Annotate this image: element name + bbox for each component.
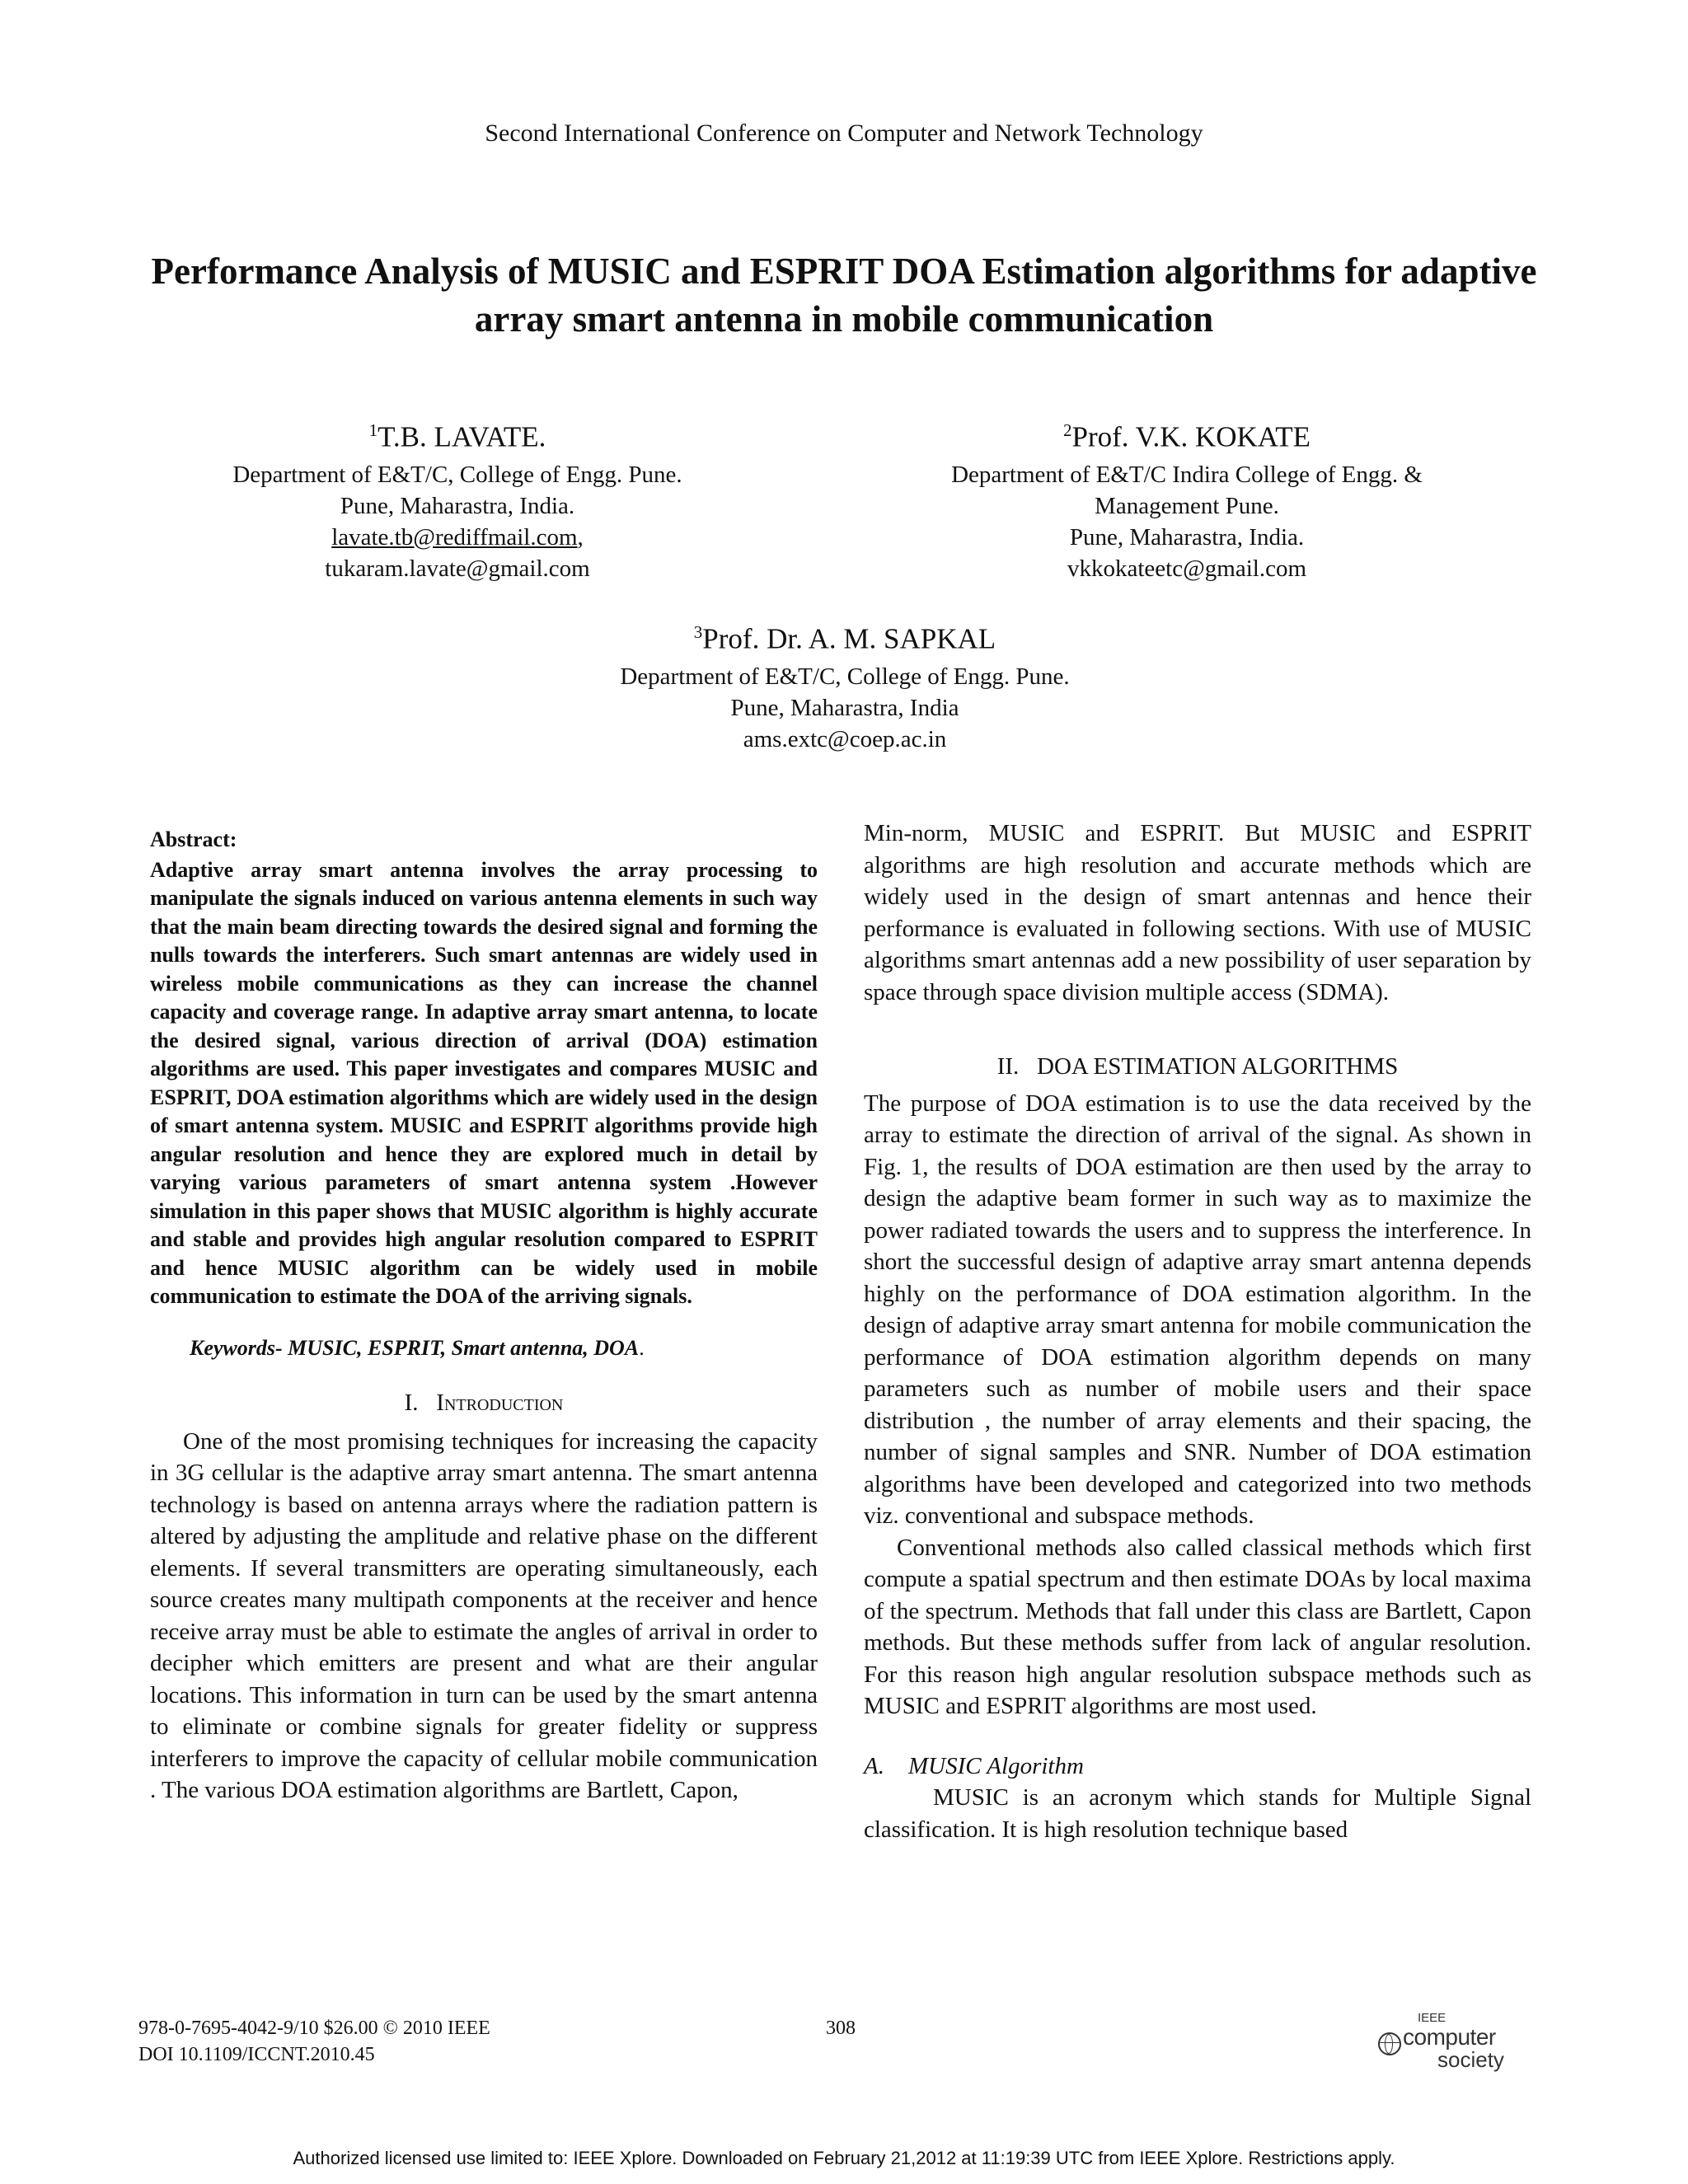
author-affiliation: Department of E&T/C, College of Engg. Pune. Pune, Maharastra, India. lavate.tb@rediffmail.com, tukaram.lavate@gmail.com <box>124 459 791 584</box>
author-email: ams.extc@coep.ac.in <box>743 725 947 752</box>
keywords: Keywords- MUSIC, ESPRIT, Smart antenna, DOA. <box>190 1335 645 1360</box>
page-number: 308 <box>826 2018 856 2039</box>
right-column <box>864 818 1531 1845</box>
abstract-heading: Abstract: <box>150 827 237 851</box>
paper-title: Performance Analysis of MUSIC and ESPRIT DOA Estimation algorithms for adaptive array smart antenna in mobile communication <box>151 251 1537 340</box>
isbn-line: 978-0-7695-4042-9/10 $26.00 © 2010 IEEE <box>138 2018 490 2039</box>
subsection-heading-music: A. MUSIC Algorithm <box>864 1752 1084 1779</box>
globe-icon <box>1378 2032 1401 2055</box>
author-block-1 <box>124 420 791 584</box>
abstract-body: Adaptive array smart antenna involves the array processing to manipulate the signals induced on various antenna elements in such way that the main beam directing towards the desired signal and forming the nulls towards the interferers. Such smart antennas are widely used in wireless mobile communications as they can increase the channel capacity and coverage range. In adaptive array smart antenna, to locate the desired signal, various direction of arrival (DOA) estimation algorithms are used. This paper investigates and compares MUSIC and ESPRIT, DOA estimation algorithms which are widely used in the design of smart antenna system. MUSIC and ESPRIT algorithms provide high angular resolution and hence they are explored much in detail by varying various parameters of smart antenna system .However simulation in this paper shows that MUSIC algorithm is highly accurate and stable and provides high angular resolution compared to ESPRIT and hence MUSIC algorithm can be widely used in mobile communication to estimate the DOA of the arriving signals. <box>150 857 818 1308</box>
author-name: $^3$Prof. Dr. A. M. SAPKAL <box>693 622 996 655</box>
ieee-computer-society-logo <box>1378 2011 1559 2077</box>
author-email: tukaram.lavate@gmail.com <box>325 555 590 582</box>
authorized-use-notice: Authorized licensed use limited to: IEEE Xplore. Downloaded on February 21,2012 at 11:19:39 UTC from IEEE Xplore. Restrictions apply. <box>293 2148 1395 2168</box>
author-block-3 <box>478 622 1212 755</box>
author-email-link[interactable]: lavate.tb@rediffmail.com <box>331 523 578 551</box>
doi-line: DOI 10.1109/ICCNT.2010.45 <box>138 2044 375 2065</box>
author-block-2 <box>832 420 1541 584</box>
music-paragraph: MUSIC is an acronym which stands for Multiple Signal classification. It is high resolution technique based <box>864 1784 1531 1843</box>
author-name: $^1$T.B. LAVATE. <box>368 420 546 453</box>
author-affiliation: Department of E&T/C, College of Engg. Pune. Pune, Maharastra, India ams.extc@coep.ac.in <box>478 661 1212 755</box>
conference-header: Second International Conference on Computer and Network Technology <box>485 120 1203 147</box>
author-name: $^2$Prof. V.K. KOKATE <box>1063 420 1311 453</box>
logo-ieee-text: IEEE <box>1418 2011 1447 2025</box>
author-affiliation: Department of E&T/C Indira College of Engg. & Management Pune. Pune, Maharastra, India. vkkokateetc@gmail.com <box>832 459 1541 584</box>
footer-left <box>138 2015 490 2068</box>
section-heading-introduction: I. Introduction <box>404 1390 564 1416</box>
section-heading-doa: II. DOA ESTIMATION ALGORITHMS <box>996 1053 1399 1080</box>
introduction-paragraph: One of the most promising techniques for increasing the capacity in 3G cellular is the adaptive array smart antenna. The smart antenna technology is based on antenna arrays where the radiation pattern is altered by adjusting the amplitude and relative phase on the different elements. If several transmitters are operating simultaneously, each source creates many multipath components at the receiver and hence receive array must be able to estimate the angles of arrival in order to decipher which emitters are present and what are their angular locations. This information in turn can be used by the smart antenna to eliminate or combine signals for greater fidelity or suppress interferers to improve the capacity of cellular mobile communication . The various DOA estimation algorithms are Bartlett, Capon, <box>150 1427 818 1803</box>
logo-society-text: society <box>1437 2047 1504 2072</box>
doa-paragraph-2: Conventional methods also called classical methods which first compute a spatial spectrum and then estimate DOAs by local maxima of the spectrum. Methods that fall under this class are Bartlett, Capon methods. But these methods suffer from lack of angular resolution. For this reason high angular resolution subspace methods such as MUSIC and ESPRIT algorithms are most used. <box>864 1534 1531 1719</box>
logo-computer-text: computer <box>1403 2024 1496 2050</box>
continuation-paragraph: Min-norm, MUSIC and ESPRIT. But MUSIC and ESPRIT algorithms are high resolution and accurate methods which are widely used in the design of smart antennas and hence their performance is evaluated in following sections. With use of MUSIC algorithms smart antennas add a new possibility of user separation by space through space division multiple access (SDMA). <box>864 820 1531 1005</box>
left-column <box>150 824 818 1807</box>
author-email: vkkokateetc@gmail.com <box>1067 555 1307 582</box>
doa-paragraph-1: The purpose of DOA estimation is to use the data received by the array to estimate the direction of arrival of the signal. As shown in Fig. 1, the results of DOA estimation are then used by the array to design the adaptive beam former in such way as to maximize the power radiated towards the users and to suppress the interference. In short the successful design of adaptive array smart antenna depends highly on the performance of DOA estimation algorithm. In the design of adaptive array smart antenna for mobile communication the performance of DOA estimation algorithm depends on many parameters such as number of mobile users and their space distribution , the number of array elements and their spacing, the number of signal samples and SNR. Number of DOA estimation algorithms have been developed and categorized into two methods viz. conventional and subspace methods. <box>864 1090 1531 1529</box>
